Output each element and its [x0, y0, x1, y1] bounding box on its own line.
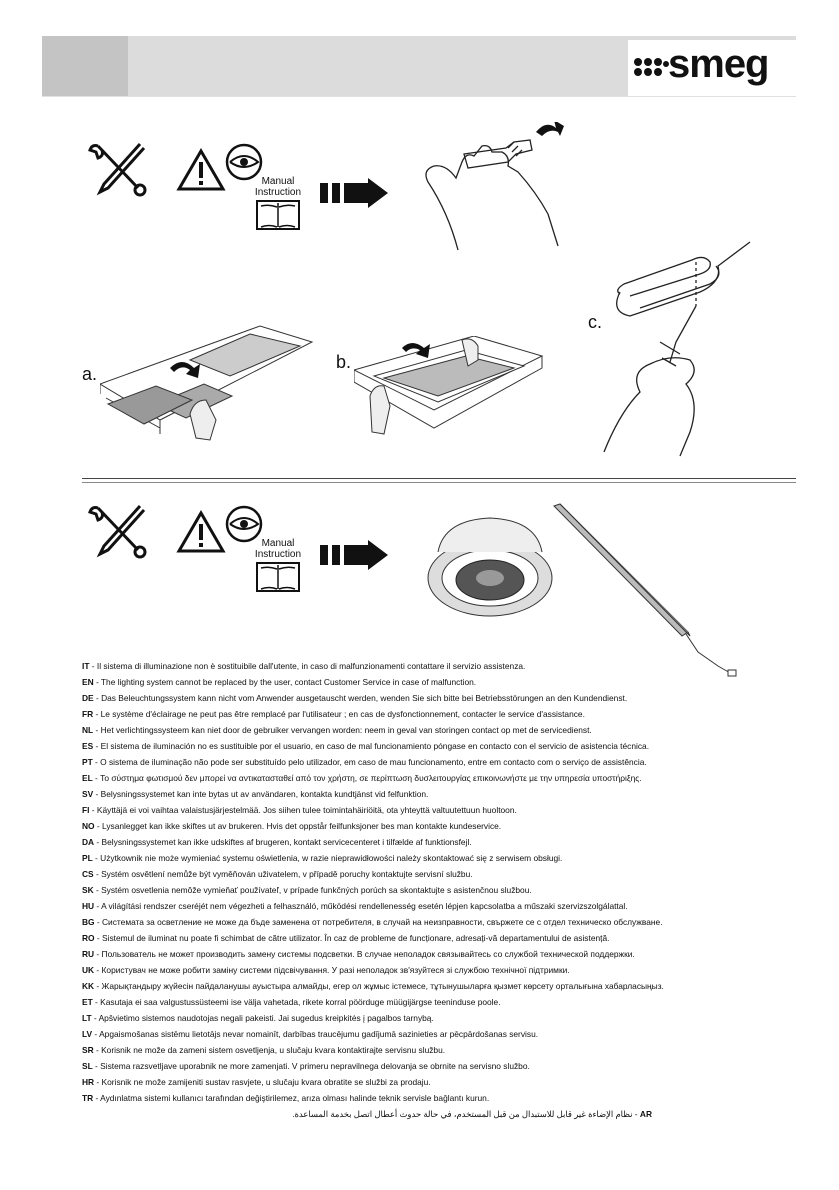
- warning-icon: [176, 148, 226, 192]
- warning-icon: [176, 510, 226, 554]
- notice-line-lv: LV - Apgaismošanas sistēmu lietotājs nevar nomainīt, darbības traucējumu gadījumā sazinieties ar pēcpārdošanas servisu.: [82, 1029, 539, 1039]
- notice-line-en: EN - The lighting system cannot be replaced by the user, contact Customer Service in case of malfunction.: [82, 677, 477, 687]
- filter-removal-illustration-b: [354, 336, 544, 438]
- notice-line-kk: KK - Жарықтандыру жүйесін пайдаланушы ауыстыра алмайды, егер ол жұмыс істемесе, тұтынушыларға қызмет көрсету орталығына хабарласыңыз.: [82, 981, 664, 991]
- notice-line-it: IT - Il sistema di illuminazione non è sostituibile dall'utente, in caso di malfunzionamenti contattare il servizio assistenza.: [82, 661, 526, 671]
- logo-dots-icon: [632, 52, 670, 82]
- notice-line-el: EL - Το σύστημα φωτισμού δεν μπορεί να αντικατασταθεί από τον χρήστη, σε περίπτωση δυσλειτουργίας επικοινωνήστε με την υπηρεσία υποστήριξης.: [82, 773, 642, 783]
- notice-line-fi: FI - Käyttäjä ei voi vaihtaa valaistusjärjestelmää. Jos siihen tulee toimintahäiriöitä, ota yhteyttä valtuutettuun huoltoon.: [82, 805, 517, 815]
- notice-line-sk: SK - Systém osvetlenia nemôže vymieňať používateľ, v prípade funkčných porúch sa skontaktujte s asistenčnou službou.: [82, 885, 532, 895]
- notice-line-sv: SV - Belysningssystemet kan inte bytas ut av användaren, kontakta kundtjänst vid felfunktion.: [82, 789, 429, 799]
- notice-line-fr: FR - Le système d'éclairage ne peut pas être remplacé par l'utilisateur ; en cas de dysfonctionnement, contacter le service d'assistance.: [82, 709, 585, 719]
- section-divider-secondary: [82, 482, 796, 483]
- notice-line-hr: HR - Korisnik ne može zamijeniti sustav rasvjete, u slučaju kvara obratite se službi za prodaju.: [82, 1077, 431, 1087]
- notice-line-cs: CS - Systém osvětlení nemůže být vyměňován uživatelem, v případě poruchy kontaktujte servisní službu.: [82, 869, 473, 879]
- arrow-right-icon: [318, 540, 390, 570]
- step-c-label: c.: [588, 312, 603, 332]
- manual-book-icon: [256, 562, 300, 592]
- header-divider: [42, 96, 796, 97]
- notice-line-hu: HU - A világítási rendszer cseréjét nem végezheti a felhasználó, működési rendellenesség esetén lépjen kapcsolatba a műszaki szervizszolgálattal.: [82, 901, 628, 911]
- notice-line-pl: PL - Użytkownik nie może wymieniać systemu oświetlenia, w razie nieprawidłowości należy skontaktować się z serwisem obsługi.: [82, 853, 563, 863]
- notice-line-ro: RO - Sistemul de iluminat nu poate fi schimbat de către utilizator. În caz de probleme de funcționare, adresați-vă departamentului de asistență.: [82, 933, 610, 943]
- header-accent-block: [42, 36, 128, 96]
- spotlight-illustration: [424, 512, 556, 622]
- hand-bulb-illustration: [418, 122, 574, 252]
- notice-line-de: DE - Das Beleuchtungssystem kann nicht vom Anwender ausgetauscht werden, wenden Sie sich bitte bei Betriebsstörungen an den Kundendienst.: [82, 693, 628, 703]
- notice-line-ar: نظام الإضاءة غير قابل للاستبدال من قبل المستخدم، في حالة حدوث أعطال اتصل بخدمة المساعدة. - AR: [292, 1109, 652, 1119]
- notice-line-no: NO - Lysanlegget kan ikke skiftes ut av brukeren. Hvis det oppstår feilfunksjoner bes man kontakte kundeservice.: [82, 821, 502, 831]
- notice-line-nl: NL - Het verlichtingssysteem kan niet door de gebruiker vervangen worden: neem in geval van storingen contact op met de servicedienst.: [82, 725, 592, 735]
- manual-instruction-label: Manual Instruction: [254, 176, 302, 198]
- notice-line-sl: SL - Sistema razsvetljave uporabnik ne more zamenjati. V primeru nepravilnega delovanja se obrnite na servisno službo.: [82, 1061, 530, 1071]
- tools-icon: [88, 500, 154, 560]
- manual-instruction-label: Manual Instruction: [254, 538, 302, 560]
- notice-line-lt: LT - Apšvietimo sistemos naudotojas negali pakeisti. Jai sugedus kreipkitės į pagalbos tarnybą.: [82, 1013, 434, 1023]
- notice-line-da: DA - Belysningssystemet kan ikke udskiftes af brugeren, kontakt servicecenteret i tilfælde af funktionsfejl.: [82, 837, 472, 847]
- filter-removal-illustration-a: [100, 324, 314, 442]
- brand-logo: [628, 40, 796, 96]
- led-strip-illustration: [548, 502, 744, 682]
- notice-line-tr: TR - Aydınlatma sistemi kullanıcı tarafından değiştirilemez, arıza olması halinde teknik servisle bağlantı kurun.: [82, 1093, 490, 1103]
- notice-line-et: ET - Kasutaja ei saa valgustussüsteemi ise välja vahetada, rikete korral pöörduge müügijärgse teeninduse poole.: [82, 997, 501, 1007]
- notice-line-pt: PT - O sistema de iluminação não pode ser substituído pelo utilizador, em caso de mau funcionamento, entre em contacto com o serviço de assistência.: [82, 757, 647, 767]
- notice-line-bg: BG - Системата за осветление не може да бъде заменена от потребителя, в случай на неизправности, свържете се с отдел техническо обслужване.: [82, 917, 663, 927]
- step-b-label: b.: [336, 352, 352, 372]
- notice-line-uk: UK - Користувач не може робити заміну системи підсвічування. У разі неполадок зв'язуйтеся зі службою технічної підтримки.: [82, 965, 570, 975]
- screwdriver-illustration: [600, 232, 752, 458]
- step-a-label: a.: [82, 364, 98, 384]
- notice-line-es: ES - El sistema de iluminación no es sustituible por el usuario, en caso de mal funcionamiento póngase en contacto con el servicio de asistencia técnica.: [82, 741, 650, 751]
- tools-icon: [88, 138, 154, 198]
- notice-line-ru: RU - Пользователь не может производить замену системы подсветки. В случае неполадок связывайтесь со службой технической поддержки.: [82, 949, 635, 959]
- arrow-right-icon: [318, 178, 390, 208]
- notice-line-sr: SR - Korisnik ne može da zameni sistem osvetljenja, u slučaju kvara kontaktirajte servisnu službu.: [82, 1045, 446, 1055]
- brand-name: smeg: [668, 42, 769, 86]
- manual-book-icon: [256, 200, 300, 230]
- section-divider: [82, 478, 796, 479]
